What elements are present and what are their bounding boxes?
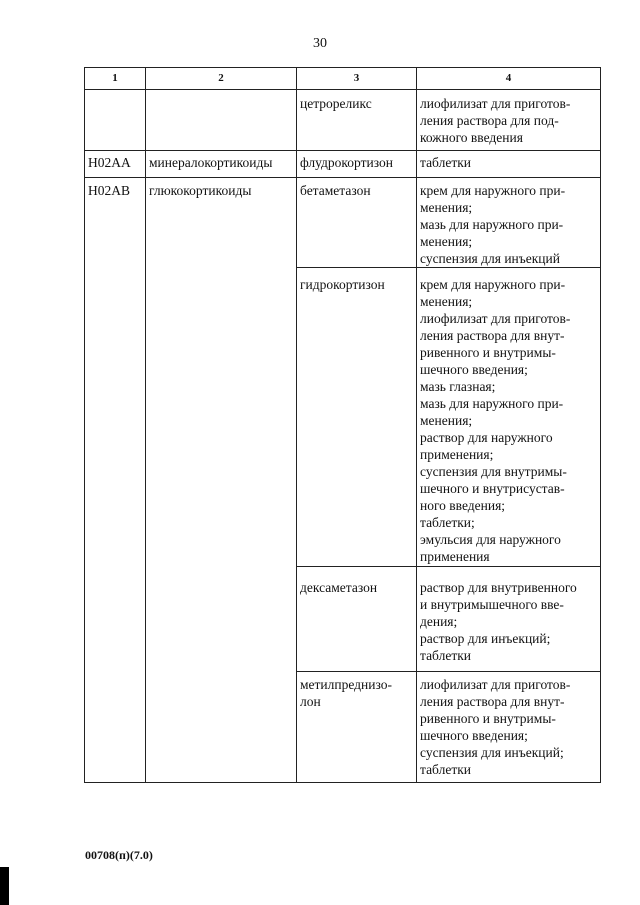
dosage-form-line: менения; — [420, 413, 473, 428]
column-header-4: 4 — [417, 68, 601, 90]
dosage-form-line: ривенного и внутримы- — [420, 711, 556, 726]
dosage-form-line: мазь для наружного при- — [420, 217, 564, 232]
dosage-form-cell — [417, 151, 601, 178]
dosage-form-line: эмульсия для наружного — [420, 532, 561, 547]
dosage-form-line: суспензия для инъекций; — [420, 745, 564, 760]
dosage-form-line: менения; — [420, 200, 473, 215]
group-cell — [146, 90, 297, 151]
dosage-form-cell — [417, 567, 601, 672]
dosage-form-line: ления раствора для под- — [420, 113, 559, 128]
substance-cell — [297, 672, 417, 783]
dosage-form-line: применения — [420, 549, 490, 564]
dosage-form-line: мазь глазная; — [420, 379, 496, 394]
dosage-form-line: суспензия для инъекций — [420, 251, 560, 266]
dosage-form-line: таблетки — [420, 648, 472, 663]
dosage-form-line: крем для наружного при- — [420, 277, 566, 292]
substance-cell: флудрокортизон — [297, 151, 417, 178]
column-header-3: 3 — [297, 68, 417, 90]
group-cell: глюкокортикоиды — [146, 178, 297, 783]
page-number: 30 — [313, 36, 327, 51]
dosage-form-line: шечного введения; — [420, 362, 528, 377]
dosage-form-line: и внутримышечного вве- — [420, 597, 564, 612]
dosage-form-line: применения; — [420, 447, 494, 462]
substance-cell: бетаметазон — [297, 178, 417, 268]
dosage-form-cell — [417, 90, 601, 151]
code-cell — [85, 90, 146, 151]
dosage-form-line: крем для наружного при- — [420, 183, 566, 198]
dosage-form-line: таблетки; — [420, 515, 475, 530]
dosage-form-line: шечного и внутрисустав- — [420, 481, 565, 496]
dosage-form-line: шечного введения; — [420, 728, 528, 743]
dosage-form-line: мазь для наружного при- — [420, 396, 564, 411]
dosage-form-line: раствор для внутривенного — [420, 580, 577, 595]
dosage-form-line: раствор для инъекций; — [420, 631, 551, 646]
table-row — [85, 90, 601, 151]
scan-edge-mark — [0, 867, 9, 905]
drug-table — [84, 67, 601, 783]
dosage-form-line: менения; — [420, 294, 473, 309]
dosage-form-line: лиофилизат для приготов- — [420, 677, 571, 692]
dosage-form-cell — [417, 178, 601, 268]
dosage-form-line: ления раствора для внут- — [420, 328, 565, 343]
dosage-form-line: суспензия для внутримы- — [420, 464, 567, 479]
substance-line: лон — [300, 694, 321, 709]
dosage-form-line: лиофилизат для приготов- — [420, 96, 571, 111]
dosage-form-line: ного введения; — [420, 498, 506, 513]
dosage-form-line: дения; — [420, 614, 458, 629]
table-header-row — [85, 68, 601, 90]
dosage-form-cell — [417, 672, 601, 783]
substance-cell: дексаметазон — [297, 567, 417, 672]
table-row — [85, 151, 601, 178]
dosage-form-line: менения; — [420, 234, 473, 249]
substance-line: метилпреднизо- — [300, 677, 393, 692]
table-row — [85, 178, 601, 268]
dosage-form-line: таблетки — [420, 762, 472, 777]
group-cell: минералокортикоиды — [146, 151, 297, 178]
substance-cell: цетрореликс — [297, 90, 417, 151]
code-cell: H02AB — [85, 178, 146, 783]
substance-cell: гидрокортизон — [297, 268, 417, 567]
dosage-form-line: раствор для наружного — [420, 430, 553, 445]
dosage-form-cell — [417, 268, 601, 567]
column-header-2: 2 — [146, 68, 297, 90]
column-header-1: 1 — [85, 68, 146, 90]
dosage-form-line: лиофилизат для приготов- — [420, 311, 571, 326]
dosage-form-line: кожного введения — [420, 130, 523, 145]
dosage-form-line: ривенного и внутримы- — [420, 345, 556, 360]
code-cell: H02AA — [85, 151, 146, 178]
document-code: 00708(п)(7.0) — [85, 848, 153, 862]
dosage-form-line: таблетки — [420, 155, 472, 170]
dosage-form-line: ления раствора для внут- — [420, 694, 565, 709]
